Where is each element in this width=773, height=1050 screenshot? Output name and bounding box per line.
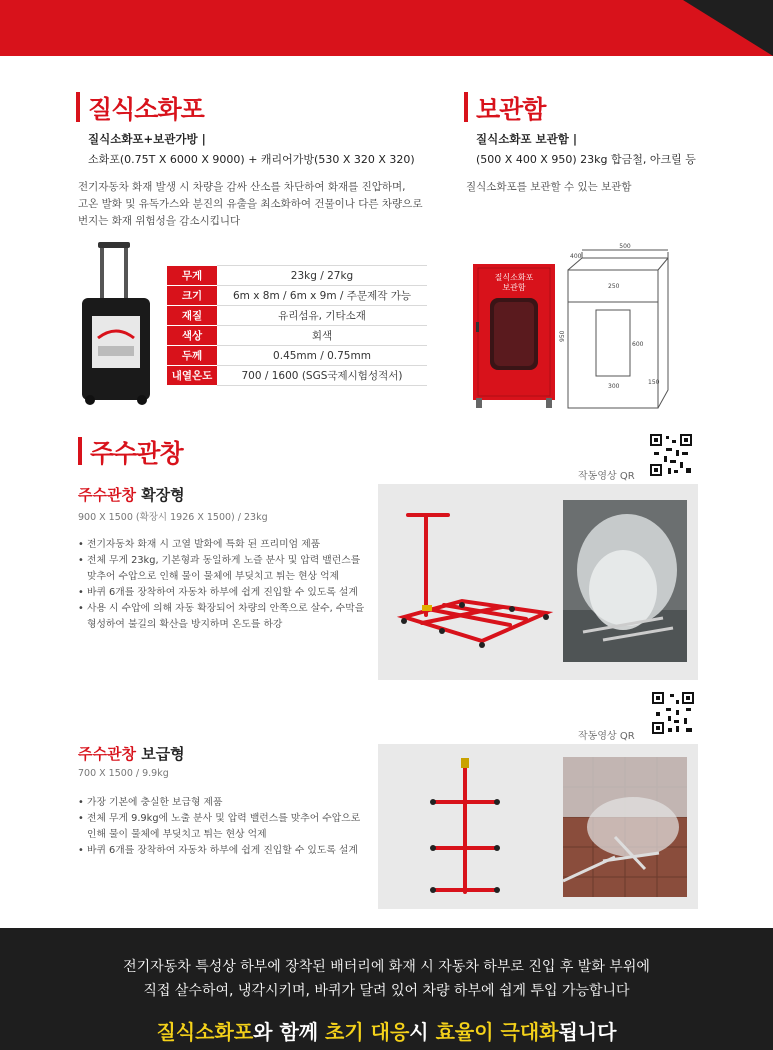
- qr-code-icon[interactable]: [648, 432, 694, 478]
- section2-spec: (500 X 400 X 950) 23kg 합금철, 아크릴 등: [476, 153, 696, 166]
- footer-line-1: 전기자동차 특성상 하부에 장착된 배터리에 화재 시 자동차 하부로 진입 후 발화 부위에: [123, 959, 650, 975]
- qr-code-icon[interactable]: [650, 690, 696, 736]
- list-item: • 전체 무게 23kg, 기본형과 동일하게 노즐 분사 및 압력 밸런스를 맞추어 수압으로 인해 물이 물체에 부딪치고 튀는 현상 억제: [78, 553, 370, 585]
- section2-subtitle: 질식소화포 보관함 |: [476, 132, 578, 146]
- product2-bullets: [78, 795, 370, 859]
- spec-table: [167, 265, 427, 386]
- section2-title: 보관함: [476, 95, 546, 124]
- product2-title: 주수관창 보급형: [78, 745, 185, 763]
- list-item: • 전기자동차 화재 시 고열 발화에 특화 된 프리미엄 제품: [78, 537, 370, 553]
- table-row: 재질 유리섬유, 기타소재: [167, 306, 427, 326]
- section1-description: [78, 179, 448, 230]
- cabinet-label-2: 보관함: [502, 283, 526, 292]
- cabinet-label-1: 질식소화포: [494, 273, 534, 282]
- svg-text:600: 600: [632, 341, 644, 348]
- list-item: • 바퀴 6개를 장착하여 자동차 하부에 쉽게 진입할 수 있도록 설계: [78, 585, 370, 601]
- table-row: 무게 23kg / 27kg: [167, 266, 427, 286]
- list-item: • 사용 시 수압에 의해 자동 확장되어 차량의 안쪽으로 살수, 수막을 형성하여 불길의 확산을 방지하며 온도를 하강: [78, 601, 370, 633]
- desc-line: 번지는 화재 위험성을 감소시킵니다: [78, 215, 241, 227]
- section2-description: 질식소화포를 보관할 수 있는 보관함: [466, 181, 632, 193]
- cabinet-dimension-drawing: [560, 240, 670, 412]
- footer-slogan: 질식소화포와 함께 초기 대응시 효율이 극대화됩니다: [156, 1020, 617, 1044]
- section1-subtitle: 질식소화포+보관가방 |: [88, 132, 206, 146]
- svg-text:400: 400: [570, 253, 582, 260]
- nozzle-basic-image: [425, 756, 505, 898]
- list-item: • 전체 무게 9.9kg에 노출 분사 및 압력 밸런스를 맞추어 수압으로 인해 물이 물체에 부딪치고 튀는 현상 억제: [78, 811, 370, 843]
- section-marker: [464, 92, 468, 122]
- spray-test-photo-2: [563, 757, 687, 897]
- svg-text:500: 500: [619, 243, 631, 250]
- section-marker: [76, 92, 80, 122]
- section1-spec: 소화포(0.75T X 6000 X 9000) + 캐리어가방(530 X 320 X 320): [88, 153, 415, 166]
- section3-title: 주수관창: [90, 439, 183, 468]
- storage-cabinet-image: [470, 262, 560, 412]
- table-row: 크기 6m x 8m / 6m x 9m / 주문제작 가능: [167, 286, 427, 306]
- product1-bullets: [78, 537, 370, 633]
- top-banner: [0, 0, 773, 56]
- spray-test-photo-1: [563, 500, 687, 662]
- product1-size: 900 X 1500 (확장시 1926 X 1500) / 23kg: [78, 512, 268, 523]
- footer-line-2: 직접 살수하여, 냉각시키며, 바퀴가 달려 있어 차량 하부에 쉽게 투입 가능합니다: [143, 983, 630, 999]
- desc-line: 전기자동차 화재 발생 시 차량을 감싸 산소를 차단하여 화재를 진압하며,: [78, 181, 406, 193]
- product1-title: 주수관창 확장형: [78, 486, 185, 504]
- svg-text:150: 150: [648, 379, 660, 386]
- section-marker: [78, 437, 82, 465]
- table-row: 색상 회색: [167, 326, 427, 346]
- carrier-bag-image: [76, 240, 158, 406]
- table-row: 내열온도 700 / 1600 (SGS국제시험성적서): [167, 366, 427, 386]
- svg-text:950: 950: [559, 330, 566, 342]
- nozzle-expanded-image: [392, 505, 557, 655]
- qr-label: 작동영상 QR: [578, 471, 635, 482]
- section1-title: 질식소화포: [88, 95, 204, 124]
- list-item: • 바퀴 6개를 장착하여 자동차 하부에 쉽게 진입할 수 있도록 설계: [78, 843, 370, 859]
- desc-line: 고온 발화 및 유독가스와 분진의 유출을 최소화하여 건물이나 다른 차량으로: [78, 198, 423, 210]
- list-item: • 가장 기본에 충실한 보급형 제품: [78, 795, 370, 811]
- qr-label: 작동영상 QR: [578, 731, 635, 742]
- top-banner-corner: [683, 0, 773, 56]
- svg-text:250: 250: [608, 283, 620, 290]
- product2-size: 700 X 1500 / 9.9kg: [78, 768, 169, 779]
- svg-text:300: 300: [608, 383, 620, 390]
- table-row: 두께 0.45mm / 0.75mm: [167, 346, 427, 366]
